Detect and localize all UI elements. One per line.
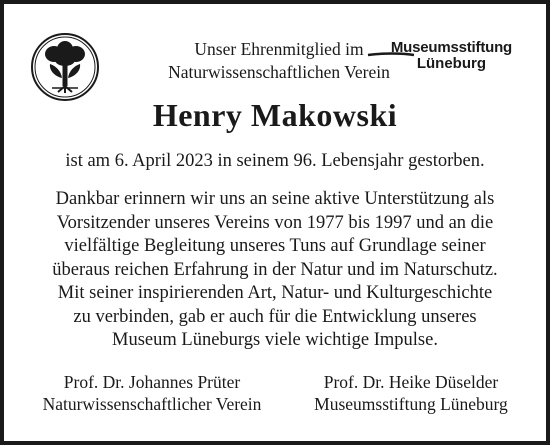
deceased-name: Henry Makowski [152, 97, 398, 133]
org-name-line: Naturwissenschaftlichen Verein [168, 62, 390, 82]
museum-logo [391, 39, 512, 72]
tribute-line: überaus reichen Erfahrung in der Natur und im Naturschutz. [52, 259, 498, 280]
museum-logo-line2: Lüneburg [416, 55, 486, 72]
tribute-line: Mit seiner inspirierenden Art, Natur- und Kulturgeschichte [57, 283, 493, 303]
tribute-line: Vorsitzender unseres Vereins von 1977 bis 1997 und an die [56, 212, 494, 233]
signature-left [32, 371, 272, 415]
signatory-name: Prof. Dr. Heike Düselder [323, 372, 499, 392]
signatory-organization: Naturwissenschaftlicher Verein [42, 394, 262, 414]
museum-logo-line1: Museumsstiftung [390, 39, 512, 56]
signatory-name: Prof. Dr. Johannes Prüter [63, 372, 241, 392]
tribute-line: Dankbar erinnern wir uns an seine aktive Unterstützung als [55, 189, 495, 209]
tribute-text [20, 188, 530, 353]
tribute-line: zu verbinden, gab er auch für die Entwicklung unseres [73, 306, 477, 327]
tribute-line: Museum Lüneburgs viele wichtige Impulse. [112, 330, 438, 350]
org-intro-line: Unser Ehrenmitglied im [194, 39, 364, 59]
plant-emblem-icon [30, 32, 100, 102]
signature-right [296, 371, 526, 415]
signatory-organization: Museumsstiftung Lüneburg [314, 394, 508, 414]
death-notice: ist am 6. April 2023 in seinem 96. Lebensjahr gestorben. [65, 151, 485, 171]
tribute-line: vielfältige Begleitung unseres Tuns auf Grundlage seiner [64, 236, 486, 256]
